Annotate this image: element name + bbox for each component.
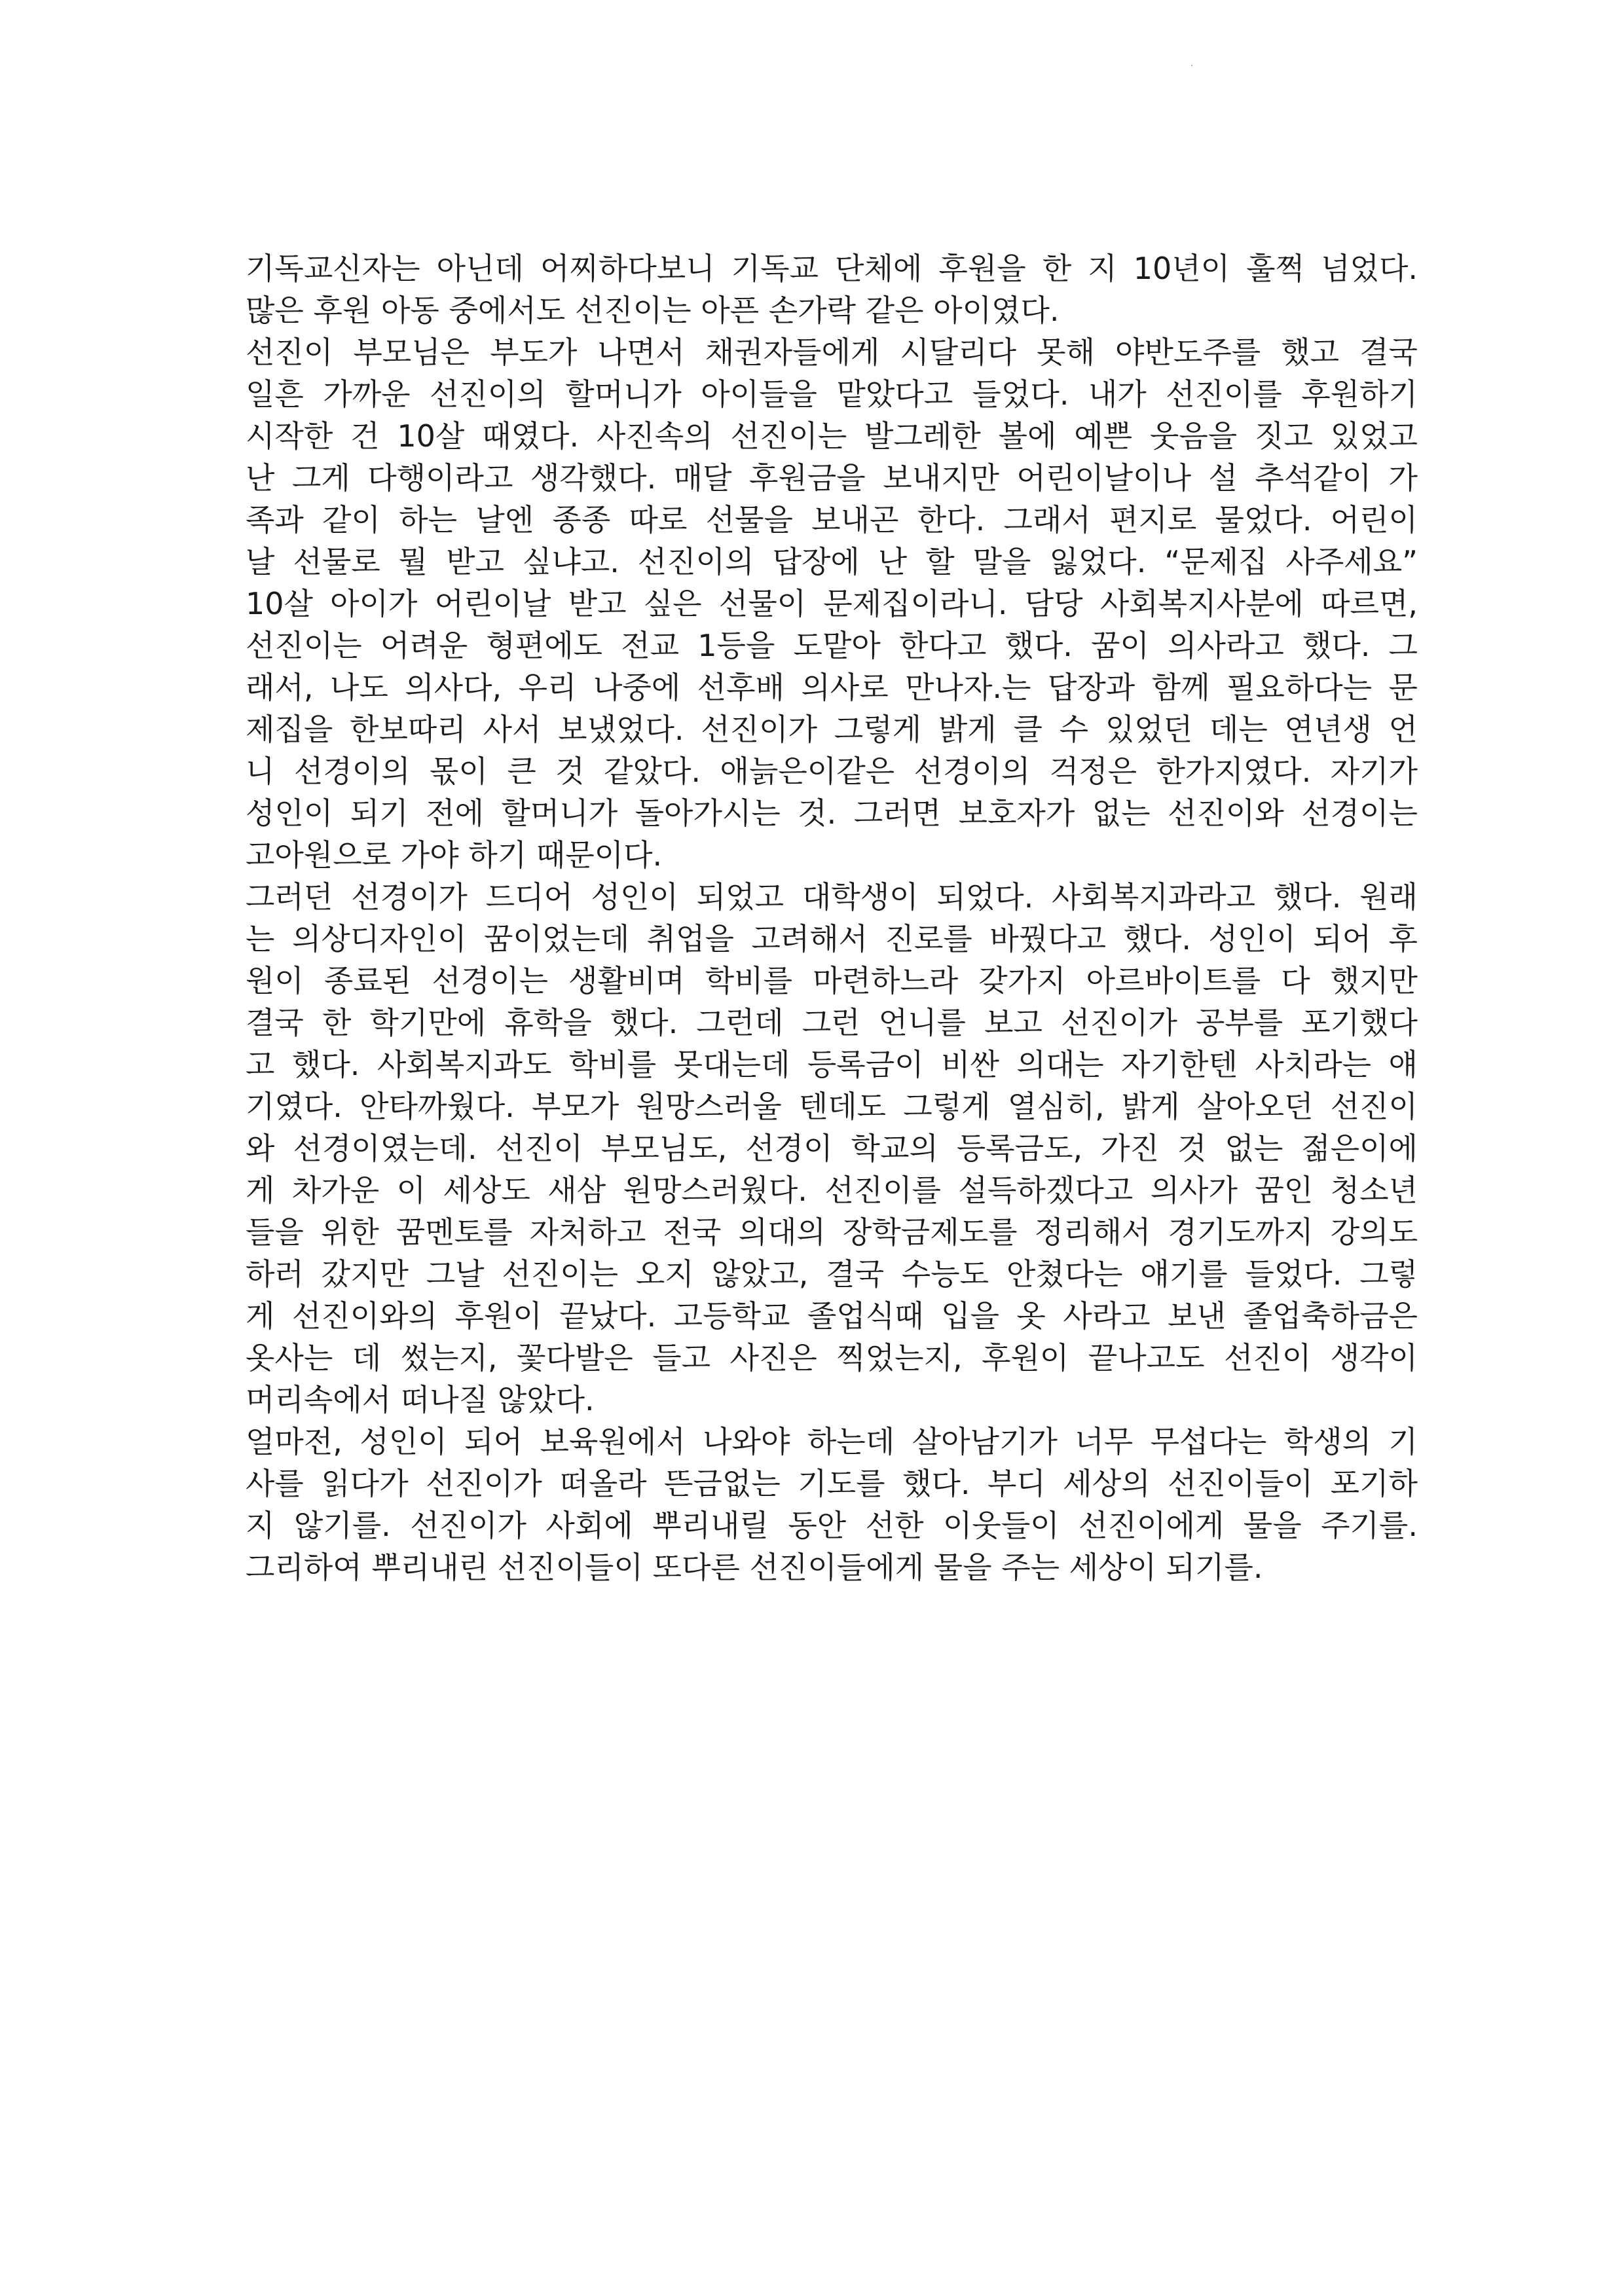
text-line: 족과 같이 하는 날엔 종종 따로 선물을 보내곤 한다. 그래서 편지로 물었다. 어린이 [246,502,1418,538]
scan-speck: · [1190,61,1194,71]
text-line: 많은 후원 아동 중에서도 선진이는 아픈 손가락 같은 아이였다. [246,293,1060,328]
text-line: 성인이 되기 전에 할머니가 돌아가시는 것. 그러면 보호자가 없는 선진이와 선경이는 [246,795,1418,831]
text-line: 래서, 나도 의사다, 우리 나중에 선후배 의사로 만나자.는 답장과 함께 필요하다는 문 [246,670,1418,705]
text-line: 기였다. 안타까웠다. 부모가 원망스러울 텐데도 그렇게 열심히, 밝게 살아오던 선진이 [246,1089,1418,1124]
text-line: 원이 종료된 선경이는 생활비며 학비를 마련하느라 갖가지 아르바이트를 다 했지만 [246,963,1418,998]
text-line: 일흔 가까운 선진이의 할머니가 아이들을 맡았다고 들었다. 내가 선진이를 후원하기 [246,376,1418,412]
text-line: 난 그게 다행이라고 생각했다. 매달 후원금을 보내지만 어린이날이나 설 추석같이 가 [246,460,1418,496]
text-line: 결국 한 학기만에 휴학을 했다. 그런데 그런 언니를 보고 선진이가 공부를 포기했다 [246,1005,1418,1040]
text-line: 사를 읽다가 선진이가 떠올라 뜬금없는 기도를 했다. 부디 세상의 선진이들이 포기하 [246,1466,1418,1501]
text-line: 얼마전, 성인이 되어 보육원에서 나와야 하는데 살아남기가 너무 무섭다는 학생의 기 [246,1424,1418,1459]
text-line: 선진이 부모님은 부도가 나면서 채권자들에게 시달리다 못해 야반도주를 했고 결국 [246,335,1418,370]
paragraph-4 [246,1421,1418,1588]
text-line: 지 않기를. 선진이가 사회에 뿌리내릴 동안 선한 이웃들이 선진이에게 물을 주기를. [246,1508,1418,1543]
text-line: 시작한 건 10살 때였다. 사진속의 선진이는 발그레한 볼에 예쁜 웃음을 짓고 있었고 [246,418,1418,454]
text-line: 기독교신자는 아닌데 어찌하다보니 기독교 단체에 후원을 한 지 10년이 훌쩍 넘었다. [246,251,1418,286]
text-line: 게 선진이와의 후원이 끝났다. 고등학교 졸업식때 입을 옷 사라고 보낸 졸업축하금은 [246,1298,1418,1334]
text-line: 고아원으로 가야 하기 때문이다. [246,837,663,873]
text-line: 게 차가운 이 세상도 새삼 원망스러웠다. 선진이를 설득하겠다고 의사가 꿈인 청소년 [246,1173,1418,1208]
text-line: 날 선물로 뭘 받고 싶냐고. 선진이의 답장에 난 할 말을 잃었다. “문제집 사주세요” [246,544,1418,579]
essay-body [246,247,1418,1588]
text-line: 고 했다. 사회복지과도 학비를 못대는데 등록금이 비싼 의대는 자기한텐 사치라는 얘 [246,1047,1418,1082]
text-line: 하러 갔지만 그날 선진이는 오지 않았고, 결국 수능도 안쳤다는 얘기를 들었다. 그렇 [246,1256,1418,1292]
text-line: 그리하여 뿌리내린 선진이들이 또다른 선진이들에게 물을 주는 세상이 되기를. [246,1550,1263,1585]
paragraph-1 [246,247,1418,331]
text-line: 제집을 한보따리 사서 보냈었다. 선진이가 그렇게 밝게 클 수 있었던 데는 연년생 언 [246,712,1418,747]
text-line: 니 선경이의 몫이 큰 것 같았다. 애늙은이같은 선경이의 걱정은 한가지였다. 자기가 [246,754,1418,789]
text-line: 와 선경이였는데. 선진이 부모님도, 선경이 학교의 등록금도, 가진 것 없는 젊은이에 [246,1131,1418,1166]
text-line: 선진이는 어려운 형편에도 전교 1등을 도맡아 한다고 했다. 꿈이 의사라고 했다. 그 [246,628,1418,663]
text-line: 옷사는 데 썼는지, 꽃다발은 들고 사진은 찍었는지, 후원이 끝나고도 선진이 생각이 [246,1340,1418,1376]
text-line: 머리속에서 떠나질 않았다. [246,1382,595,1417]
paragraph-3 [246,876,1418,1421]
text-line: 들을 위한 꿈멘토를 자처하고 전국 의대의 장학금제도를 정리해서 경기도까지 강의도 [246,1214,1418,1250]
paragraph-2 [246,331,1418,876]
text-line: 는 의상디자인이 꿈이었는데 취업을 고려해서 진로를 바꿨다고 했다. 성인이 되어 후 [246,921,1418,957]
text-line: 그러던 선경이가 드디어 성인이 되었고 대학생이 되었다. 사회복지과라고 했다. 원래 [246,879,1418,915]
text-line: 10살 아이가 어린이날 받고 싶은 선물이 문제집이라니. 담당 사회복지사분에 따르면, [246,586,1418,621]
